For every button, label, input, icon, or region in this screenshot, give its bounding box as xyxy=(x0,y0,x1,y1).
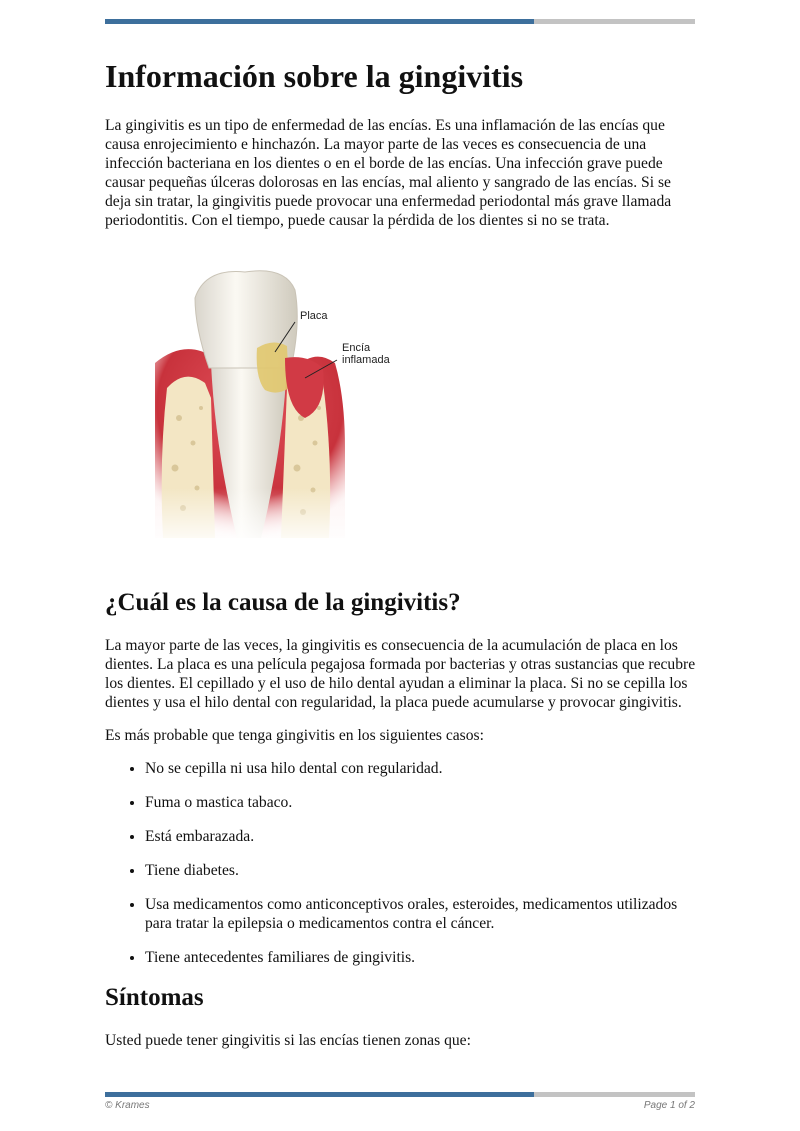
footer-page-number: Page 1 of 2 xyxy=(643,1100,695,1111)
label-inflamed-gum-2: inflamada xyxy=(342,354,390,366)
label-inflamed-gum-1: Encía xyxy=(342,342,371,354)
page-footer xyxy=(105,1100,695,1111)
list-item: • Está embarazada. xyxy=(145,827,697,846)
intro-paragraph: La gingivitis es un tipo de enfermedad de las encías. Es una inflamación de las encías que causa enrojecimiento e hinchazón. La mayor parte de las veces es consecuencia de una infección bacteriana en los dientes o en el borde de las encías. Una infección grave puede causar pequeñas úlceras dolorosas en las encías, mal aliento y sangrado de las encías. Si se deja sin tratar, la gingivitis puede provocar una enfermedad periodontal más grave llamada periodontitis. Con el tiempo, puede causar la pérdida de los dientes si no se trata. xyxy=(105,117,672,229)
document-body xyxy=(105,56,697,1064)
list-item: • No se cepilla ni usa hilo dental con regularidad. xyxy=(145,759,697,778)
section-heading-causes: ¿Cuál es la causa de la gingivitis? xyxy=(105,589,461,616)
page-title: Información sobre la gingivitis xyxy=(105,58,524,94)
causes-paragraph: La mayor parte de las veces, la gingivitis es consecuencia de la acumulación de placa en los dientes. La placa es una película pegajosa formada por bacterias y otras sustancias que recubre los dientes. El cepillado y el uso de hilo dental ayudan a eliminar la placa. Si no se cepilla los dientes y usa el hilo dental con regularidad, la placa puede acumularse y provocar gingivitis. xyxy=(105,637,696,711)
risk-intro-paragraph: Es más probable que tenga gingivitis en los siguientes casos: xyxy=(105,727,484,744)
list-item: • Usa medicamentos como anticonceptivos orales, esteroides, medicamentos utilizados para tratar la epilepsia o medicamentos contra el cáncer. xyxy=(145,895,697,933)
label-plaque: Placa xyxy=(300,310,328,322)
footer-copyright: © Krames xyxy=(105,1100,150,1111)
footer-rule xyxy=(105,1092,695,1097)
gingivitis-illustration xyxy=(145,268,465,548)
section-heading-symptoms: Síntomas xyxy=(105,984,204,1011)
list-item: • Tiene antecedentes familiares de gingivitis. xyxy=(145,948,697,967)
header-rule xyxy=(105,19,695,24)
risk-factor-list xyxy=(105,759,697,967)
list-item: • Fuma o mastica tabaco. xyxy=(145,793,697,812)
symptoms-paragraph: Usted puede tener gingivitis si las encías tienen zonas que: xyxy=(105,1032,471,1049)
list-item: • Tiene diabetes. xyxy=(145,861,697,880)
